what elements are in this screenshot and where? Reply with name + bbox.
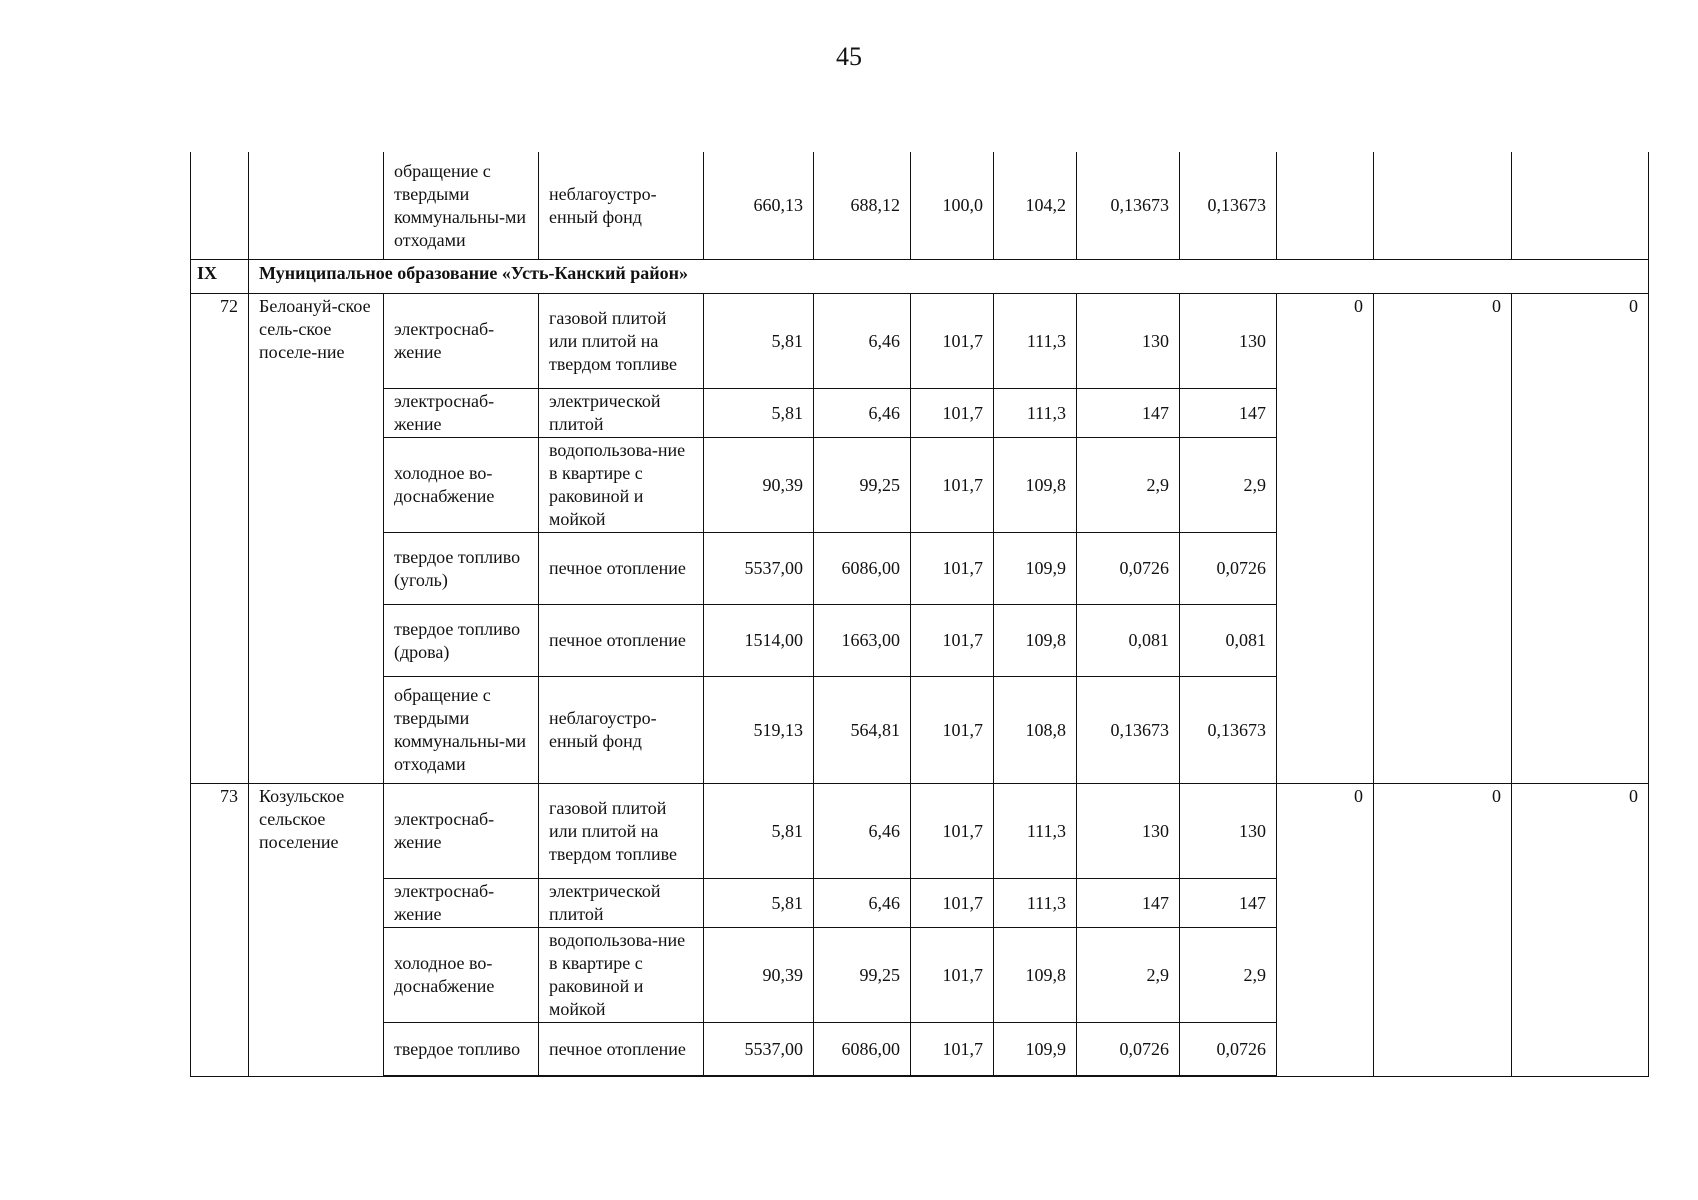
cell-zero: 0 — [1277, 293, 1374, 783]
cell-type: электрической плитой — [539, 388, 704, 437]
cell-value: 101,7 — [911, 388, 994, 437]
cell-value: 5537,00 — [704, 1022, 814, 1076]
cell-service: холодное во-доснабжение — [384, 437, 539, 532]
cell-service: обращение с твердыми коммунальны-ми отходами — [384, 152, 539, 259]
cell-zero: 0 — [1512, 293, 1649, 783]
cell-type: электрической плитой — [539, 878, 704, 927]
cell-value: 519,13 — [704, 676, 814, 783]
cell-value: 101,7 — [911, 676, 994, 783]
cell-value: 109,9 — [994, 532, 1077, 604]
cell-service: обращение с твердыми коммунальны-ми отходами — [384, 676, 539, 783]
cell-service: электроснаб-жение — [384, 388, 539, 437]
cell-value: 90,39 — [704, 437, 814, 532]
cell-municipality — [249, 152, 384, 259]
cell-value: 0,0726 — [1180, 532, 1277, 604]
cell-value: 130 — [1077, 293, 1180, 388]
cell-value: 2,9 — [1077, 927, 1180, 1022]
cell-value: 109,8 — [994, 927, 1077, 1022]
cell-num — [191, 152, 249, 259]
cell-zero: 0 — [1374, 783, 1512, 1076]
cell-value: 147 — [1077, 878, 1180, 927]
cell-type: печное отопление — [539, 604, 704, 676]
cell-type: водопользова-ние в квартире с раковиной и мойкой — [539, 927, 704, 1022]
cell-value: 1514,00 — [704, 604, 814, 676]
cell-value: 2,9 — [1180, 927, 1277, 1022]
municipality-name: Белоануй-ское сель-ское поселе-ние — [249, 293, 384, 783]
cell-type: газовой плитой или плитой на твердом топливе — [539, 293, 704, 388]
cell-value: 5,81 — [704, 388, 814, 437]
cell-value: 147 — [1077, 388, 1180, 437]
cell-value: 5,81 — [704, 878, 814, 927]
cell-value: 130 — [1180, 783, 1277, 878]
cell-value: 6,46 — [814, 293, 911, 388]
cell-value: 111,3 — [994, 293, 1077, 388]
cell-value: 0,081 — [1077, 604, 1180, 676]
cell-type: неблагоустро-енный фонд — [539, 676, 704, 783]
cell-value: 0,0726 — [1077, 1022, 1180, 1076]
section-number: IX — [191, 259, 249, 293]
cell-value: 0,13673 — [1180, 152, 1277, 259]
cell-value: 688,12 — [814, 152, 911, 259]
table-row — [191, 783, 1649, 878]
cell-value: 111,3 — [994, 878, 1077, 927]
cell-value: 90,39 — [704, 927, 814, 1022]
tariff-table — [190, 152, 1649, 1077]
cell-zero: 0 — [1512, 783, 1649, 1076]
cell-value: 5,81 — [704, 293, 814, 388]
cell-value: 147 — [1180, 388, 1277, 437]
cell-value: 5,81 — [704, 783, 814, 878]
cell-service: твердое топливо — [384, 1022, 539, 1076]
cell-value: 564,81 — [814, 676, 911, 783]
cell-value: 111,3 — [994, 388, 1077, 437]
cell-value: 101,7 — [911, 604, 994, 676]
section-header-row — [191, 259, 1649, 293]
cell-value: 101,7 — [911, 532, 994, 604]
cell-value: 101,7 — [911, 293, 994, 388]
cell-value: 101,7 — [911, 783, 994, 878]
cell-value: 6,46 — [814, 783, 911, 878]
cell-value: 2,9 — [1180, 437, 1277, 532]
cell-value: 2,9 — [1077, 437, 1180, 532]
cell-value: 109,8 — [994, 437, 1077, 532]
cell-value: 0,081 — [1180, 604, 1277, 676]
row-number: 72 — [191, 293, 249, 783]
cell-empty — [1374, 152, 1512, 259]
cell-value: 147 — [1180, 878, 1277, 927]
cell-value: 130 — [1077, 783, 1180, 878]
cell-value: 0,0726 — [1180, 1022, 1277, 1076]
cell-service: твердое топливо (дрова) — [384, 604, 539, 676]
cell-value: 99,25 — [814, 437, 911, 532]
cell-value: 109,9 — [994, 1022, 1077, 1076]
cell-service: холодное во-доснабжение — [384, 927, 539, 1022]
cell-value: 6,46 — [814, 878, 911, 927]
cell-value: 104,2 — [994, 152, 1077, 259]
cell-value: 101,7 — [911, 437, 994, 532]
cell-value: 6,46 — [814, 388, 911, 437]
municipality-name: Козульское сельское поселение — [249, 783, 384, 1076]
cell-value: 0,13673 — [1180, 676, 1277, 783]
cell-value: 0,13673 — [1077, 152, 1180, 259]
cell-value: 99,25 — [814, 927, 911, 1022]
cell-type: печное отопление — [539, 532, 704, 604]
cell-service: электроснаб-жение — [384, 783, 539, 878]
cell-empty — [1512, 152, 1649, 259]
cell-value: 0,13673 — [1077, 676, 1180, 783]
cell-value: 100,0 — [911, 152, 994, 259]
cell-value: 111,3 — [994, 783, 1077, 878]
row-number: 73 — [191, 783, 249, 1076]
cell-value: 130 — [1180, 293, 1277, 388]
cell-value: 6086,00 — [814, 1022, 911, 1076]
cell-type: неблагоустро-енный фонд — [539, 152, 704, 259]
cell-service: твердое топливо (уголь) — [384, 532, 539, 604]
table-row — [191, 293, 1649, 388]
cell-type: печное отопление — [539, 1022, 704, 1076]
cell-type: газовой плитой или плитой на твердом топливе — [539, 783, 704, 878]
cell-value: 660,13 — [704, 152, 814, 259]
cell-service: электроснаб-жение — [384, 293, 539, 388]
cell-value: 101,7 — [911, 1022, 994, 1076]
cell-zero: 0 — [1277, 783, 1374, 1076]
cell-value: 101,7 — [911, 878, 994, 927]
table-row-carryover — [191, 152, 1649, 259]
page-number: 45 — [836, 42, 862, 71]
tariff-table-container — [190, 152, 1649, 1077]
cell-service: электроснаб-жение — [384, 878, 539, 927]
cell-zero: 0 — [1374, 293, 1512, 783]
cell-value: 101,7 — [911, 927, 994, 1022]
cell-value: 6086,00 — [814, 532, 911, 604]
cell-value: 109,8 — [994, 604, 1077, 676]
cell-type: водопользова-ние в квартире с раковиной и мойкой — [539, 437, 704, 532]
cell-value: 5537,00 — [704, 532, 814, 604]
cell-empty — [1277, 152, 1374, 259]
section-title: Муниципальное образование «Усть-Канский район» — [249, 259, 1649, 293]
cell-value: 108,8 — [994, 676, 1077, 783]
cell-value: 1663,00 — [814, 604, 911, 676]
cell-value: 0,0726 — [1077, 532, 1180, 604]
